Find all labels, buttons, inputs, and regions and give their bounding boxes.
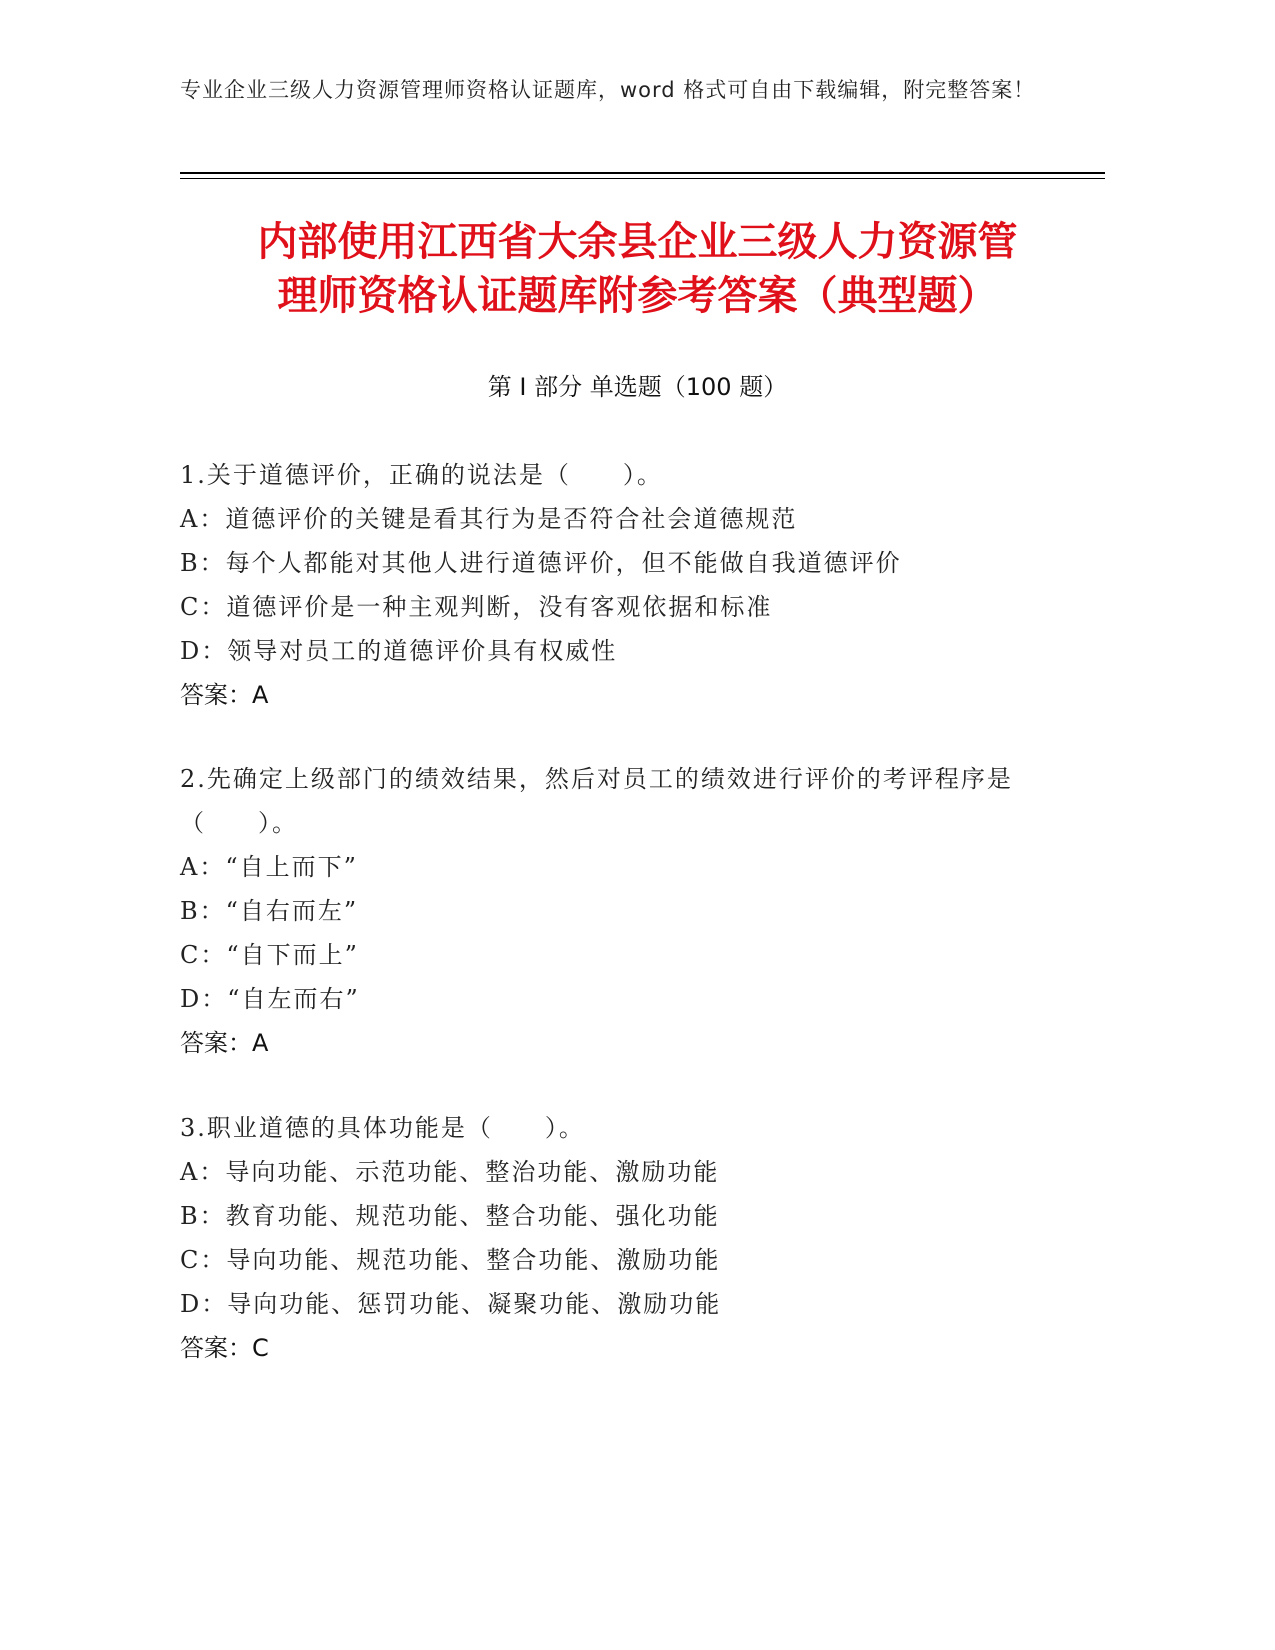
option-b: B：教育功能、规范功能、整合功能、强化功能 [180,1202,720,1230]
answer: 答案：C [180,1334,269,1362]
question-1 [180,453,1060,717]
document-title [150,215,1125,323]
option-c: C：“自下而上” [180,941,359,969]
option-a: A：道德评价的关键是看其行为是否符合社会道德规范 [180,505,798,533]
header-divider-thick [180,172,1105,174]
question-stem: 1.关于道德评价，正确的说法是（ ）。 [180,461,663,489]
option-b: B：每个人都能对其他人进行道德评价，但不能做自我道德评价 [180,549,902,577]
question-3 [180,1106,1060,1370]
option-a: A：“自上而下” [180,853,358,881]
option-c: C：道德评价是一种主观判断，没有客观依据和标准 [180,593,773,621]
question-stem: 3.职业道德的具体功能是（ ）。 [180,1114,585,1142]
option-d: D：导向功能、惩罚功能、凝聚功能、激励功能 [180,1290,722,1318]
option-d: D：领导对员工的道德评价具有权威性 [180,637,618,665]
answer: 答案：A [180,1029,269,1057]
option-b: B：“自右而左” [180,897,359,925]
header-divider-thin [180,178,1105,179]
option-c: C：导向功能、规范功能、整合功能、激励功能 [180,1246,721,1274]
question-stem: 2.先确定上级部门的绩效结果，然后对员工的绩效进行评价的考评程序是（ ）。 [180,765,1013,837]
document-title-line-1: 内部使用江西省大余县企业三级人力资源管 [257,219,1018,265]
header-note: 专业企业三级人力资源管理师资格认证题库，word 格式可自由下载编辑，附完整答案！ [180,78,1036,102]
document-title-line-2: 理师资格认证题库附参考答案（典型题） [277,273,998,319]
option-d: D：“自左而右” [180,985,360,1013]
section-title: 第 I 部分 单选题（100 题） [487,373,788,401]
answer: 答案：A [180,681,269,709]
question-2 [180,757,1060,1065]
option-a: A：导向功能、示范功能、整治功能、激励功能 [180,1158,720,1186]
